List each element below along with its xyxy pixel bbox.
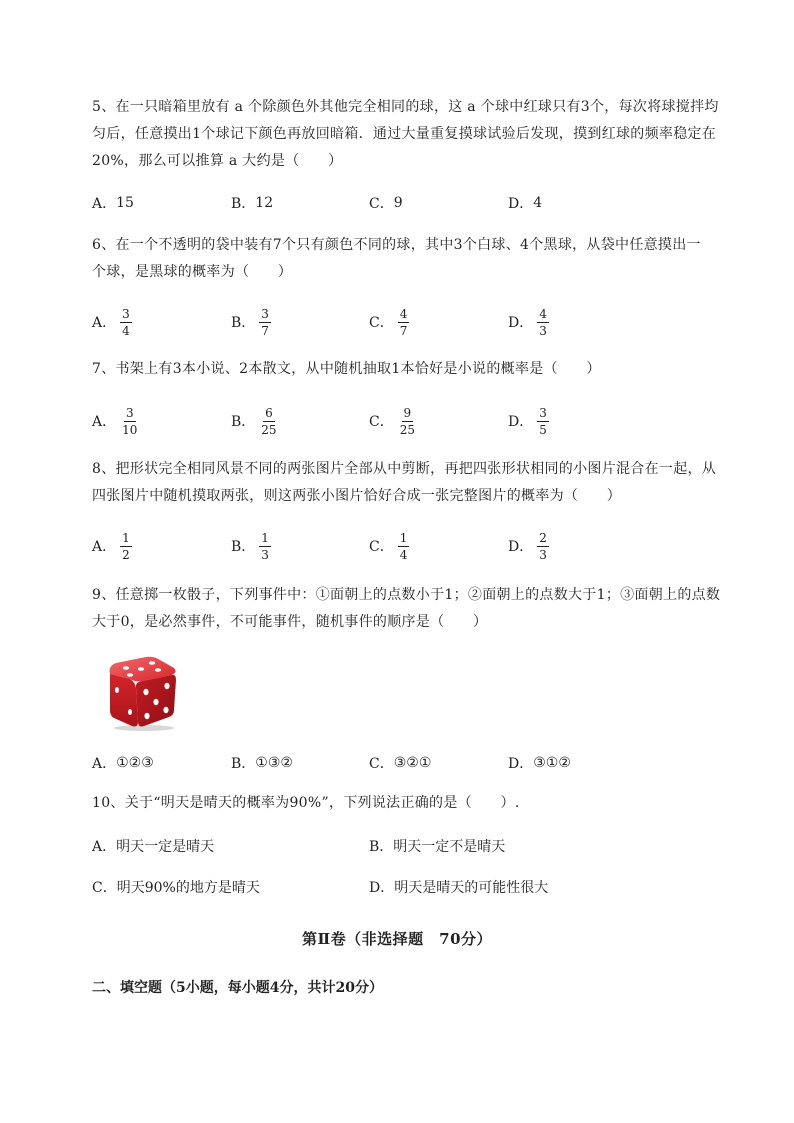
denominator: 4: [122, 323, 130, 338]
option-a: [92, 526, 132, 566]
fraction: [398, 406, 417, 437]
question-9-line-1: 9、任意掷一枚骰子，下列事件中：①面朝上的点数小于1；②面朝上的点数大于1；③面朝上的点数: [92, 587, 721, 603]
option-b: [231, 743, 293, 783]
option-d: [508, 302, 549, 342]
denominator: 3: [539, 323, 547, 338]
option-text: 明天是晴天的可能性很大: [394, 880, 549, 896]
option-d: [508, 401, 549, 441]
option-text: 明天90%的地方是晴天: [116, 880, 260, 896]
question-10-options-row-1: [92, 826, 742, 866]
option-a: [92, 743, 154, 783]
option-letter: D．: [508, 315, 534, 331]
option-letter: C．: [369, 315, 394, 331]
option-c: [369, 526, 409, 566]
question-5-line-1: 5、在一只暗箱里放有 a 个除颜色外其他完全相同的球，这 a 个球中红球只有3个，每次将球搅拌均: [92, 99, 719, 115]
question-6-options: [92, 302, 742, 342]
option-b: [231, 401, 279, 441]
option-letter: B．: [231, 196, 256, 212]
question-5-options: [92, 183, 742, 223]
option-letter: D．: [508, 539, 534, 555]
denominator: 7: [261, 323, 269, 338]
option-text: ③①②: [533, 755, 571, 771]
question-5-line-2: 匀后，任意摸出1个球记下颜色再放回暗箱．通过大量重复摸球试验后发现，摸到红球的频率稳定在: [92, 126, 717, 142]
option-d: [369, 867, 548, 907]
fraction: [259, 307, 271, 338]
option-letter: A．: [92, 839, 117, 855]
option-letter: C．: [369, 196, 394, 212]
option-letter: C．: [369, 756, 394, 772]
option-text: ①③②: [255, 755, 293, 771]
option-text: 15: [116, 195, 134, 211]
fraction: [537, 307, 549, 338]
option-letter: C．: [369, 539, 394, 555]
numerator: 3: [539, 405, 547, 420]
option-b: [231, 526, 271, 566]
option-letter: D．: [369, 880, 395, 896]
question-7-line-1: 7、书架上有3本小说、2本散文，从中随机抽取1本恰好是小说的概率是（ ）: [92, 361, 601, 377]
option-text: 9: [393, 195, 403, 211]
option-c: [369, 743, 431, 783]
option-letter: B．: [369, 839, 394, 855]
denominator: 25: [399, 422, 415, 437]
fraction: [537, 406, 549, 437]
numerator: 1: [122, 530, 130, 545]
option-b: [231, 302, 271, 342]
denominator: 7: [399, 323, 408, 338]
question-9: [92, 582, 742, 636]
fraction: [120, 307, 132, 338]
numerator: 2: [539, 530, 547, 545]
numerator: 4: [399, 306, 408, 321]
option-text: 12: [255, 195, 274, 211]
option-b: [369, 826, 505, 866]
question-8-line-1: 8、把形状完全相同风景不同的两张图片全部从中剪断，再把四张形状相同的小图片混合在一起，从: [92, 461, 717, 477]
fraction: [120, 406, 139, 437]
denominator: 2: [122, 547, 130, 562]
fraction: [537, 531, 549, 562]
option-text: 明天一定是晴天: [116, 839, 215, 855]
option-a: [92, 826, 214, 866]
option-letter: D．: [508, 414, 534, 430]
option-d: [508, 183, 542, 223]
option-d: [508, 526, 549, 566]
question-6-line-1: 6、在一个不透明的袋中装有7个只有颜色不同的球，其中3个白球、4个黑球，从袋中任意摸出一: [92, 237, 701, 253]
option-c: [92, 867, 260, 907]
dice-image: [102, 654, 182, 732]
numerator: 3: [261, 306, 269, 321]
option-letter: A．: [92, 539, 117, 555]
option-letter: C．: [369, 414, 394, 430]
denominator: 5: [539, 422, 547, 437]
fraction: [259, 531, 271, 562]
fraction: [120, 531, 132, 562]
denominator: 25: [261, 422, 277, 437]
option-letter: B．: [231, 315, 256, 331]
option-letter: B．: [231, 539, 256, 555]
question-5: [92, 94, 742, 175]
option-c: [369, 302, 409, 342]
option-letter: B．: [231, 756, 256, 772]
section-subtitle: 二、填空题（5小题，每小题4分，共计20分）: [92, 980, 383, 996]
denominator: 3: [539, 547, 547, 562]
option-letter: A．: [92, 414, 117, 430]
option-letter: A．: [92, 196, 117, 212]
option-text: ①②③: [116, 755, 154, 771]
option-b: [231, 183, 273, 223]
denominator: 10: [122, 422, 138, 437]
option-c: [369, 401, 417, 441]
option-a: [92, 302, 132, 342]
question-9-options: [92, 743, 742, 783]
question-6: [92, 232, 742, 286]
question-7-options: [92, 401, 742, 441]
numerator: 6: [265, 405, 273, 420]
option-a: [92, 401, 139, 441]
option-letter: A．: [92, 756, 117, 772]
question-7: [92, 356, 742, 383]
option-text: 4: [533, 195, 543, 211]
denominator: 3: [261, 547, 269, 562]
numerator: 9: [403, 405, 412, 420]
option-text: 明天一定不是晴天: [393, 839, 506, 855]
option-letter: D．: [508, 756, 534, 772]
option-a: [92, 183, 134, 223]
fraction: [398, 307, 410, 338]
question-8-options: [92, 526, 742, 566]
denominator: 4: [399, 547, 408, 562]
numerator: 3: [125, 405, 134, 420]
option-letter: A．: [92, 315, 117, 331]
question-5-line-3: 20%，那么可以推算 a 大约是（ ）: [92, 153, 343, 169]
option-letter: B．: [231, 414, 256, 430]
numerator: 3: [122, 306, 130, 321]
option-text: ③②①: [393, 755, 432, 771]
numerator: 4: [539, 306, 547, 321]
fraction: [259, 406, 278, 437]
option-letter: D．: [508, 196, 534, 212]
question-10-options-row-2: [92, 867, 742, 907]
section-title: 第Ⅱ卷（非选择题 70分）: [301, 930, 493, 948]
question-6-line-2: 个球，是黑球的概率为（ ）: [92, 264, 293, 280]
question-10: [92, 790, 742, 817]
option-c: [369, 183, 403, 223]
fraction: [398, 531, 410, 562]
numerator: 1: [399, 530, 408, 545]
question-9-line-2: 大于0，是必然事件，不可能事件，随机事件的顺序是（ ）: [92, 614, 488, 630]
question-8: [92, 456, 742, 510]
question-8-line-2: 四张图片中随机摸取两张，则这两张小图片恰好合成一张完整图片的概率为（ ）: [92, 488, 622, 504]
question-10-line-1: 10、关于“明天是晴天的概率为90%”，下列说法正确的是（ ）.: [92, 795, 520, 811]
numerator: 1: [261, 530, 269, 545]
option-d: [508, 743, 571, 783]
dice-left-face: [110, 674, 138, 727]
option-letter: C．: [92, 880, 117, 896]
